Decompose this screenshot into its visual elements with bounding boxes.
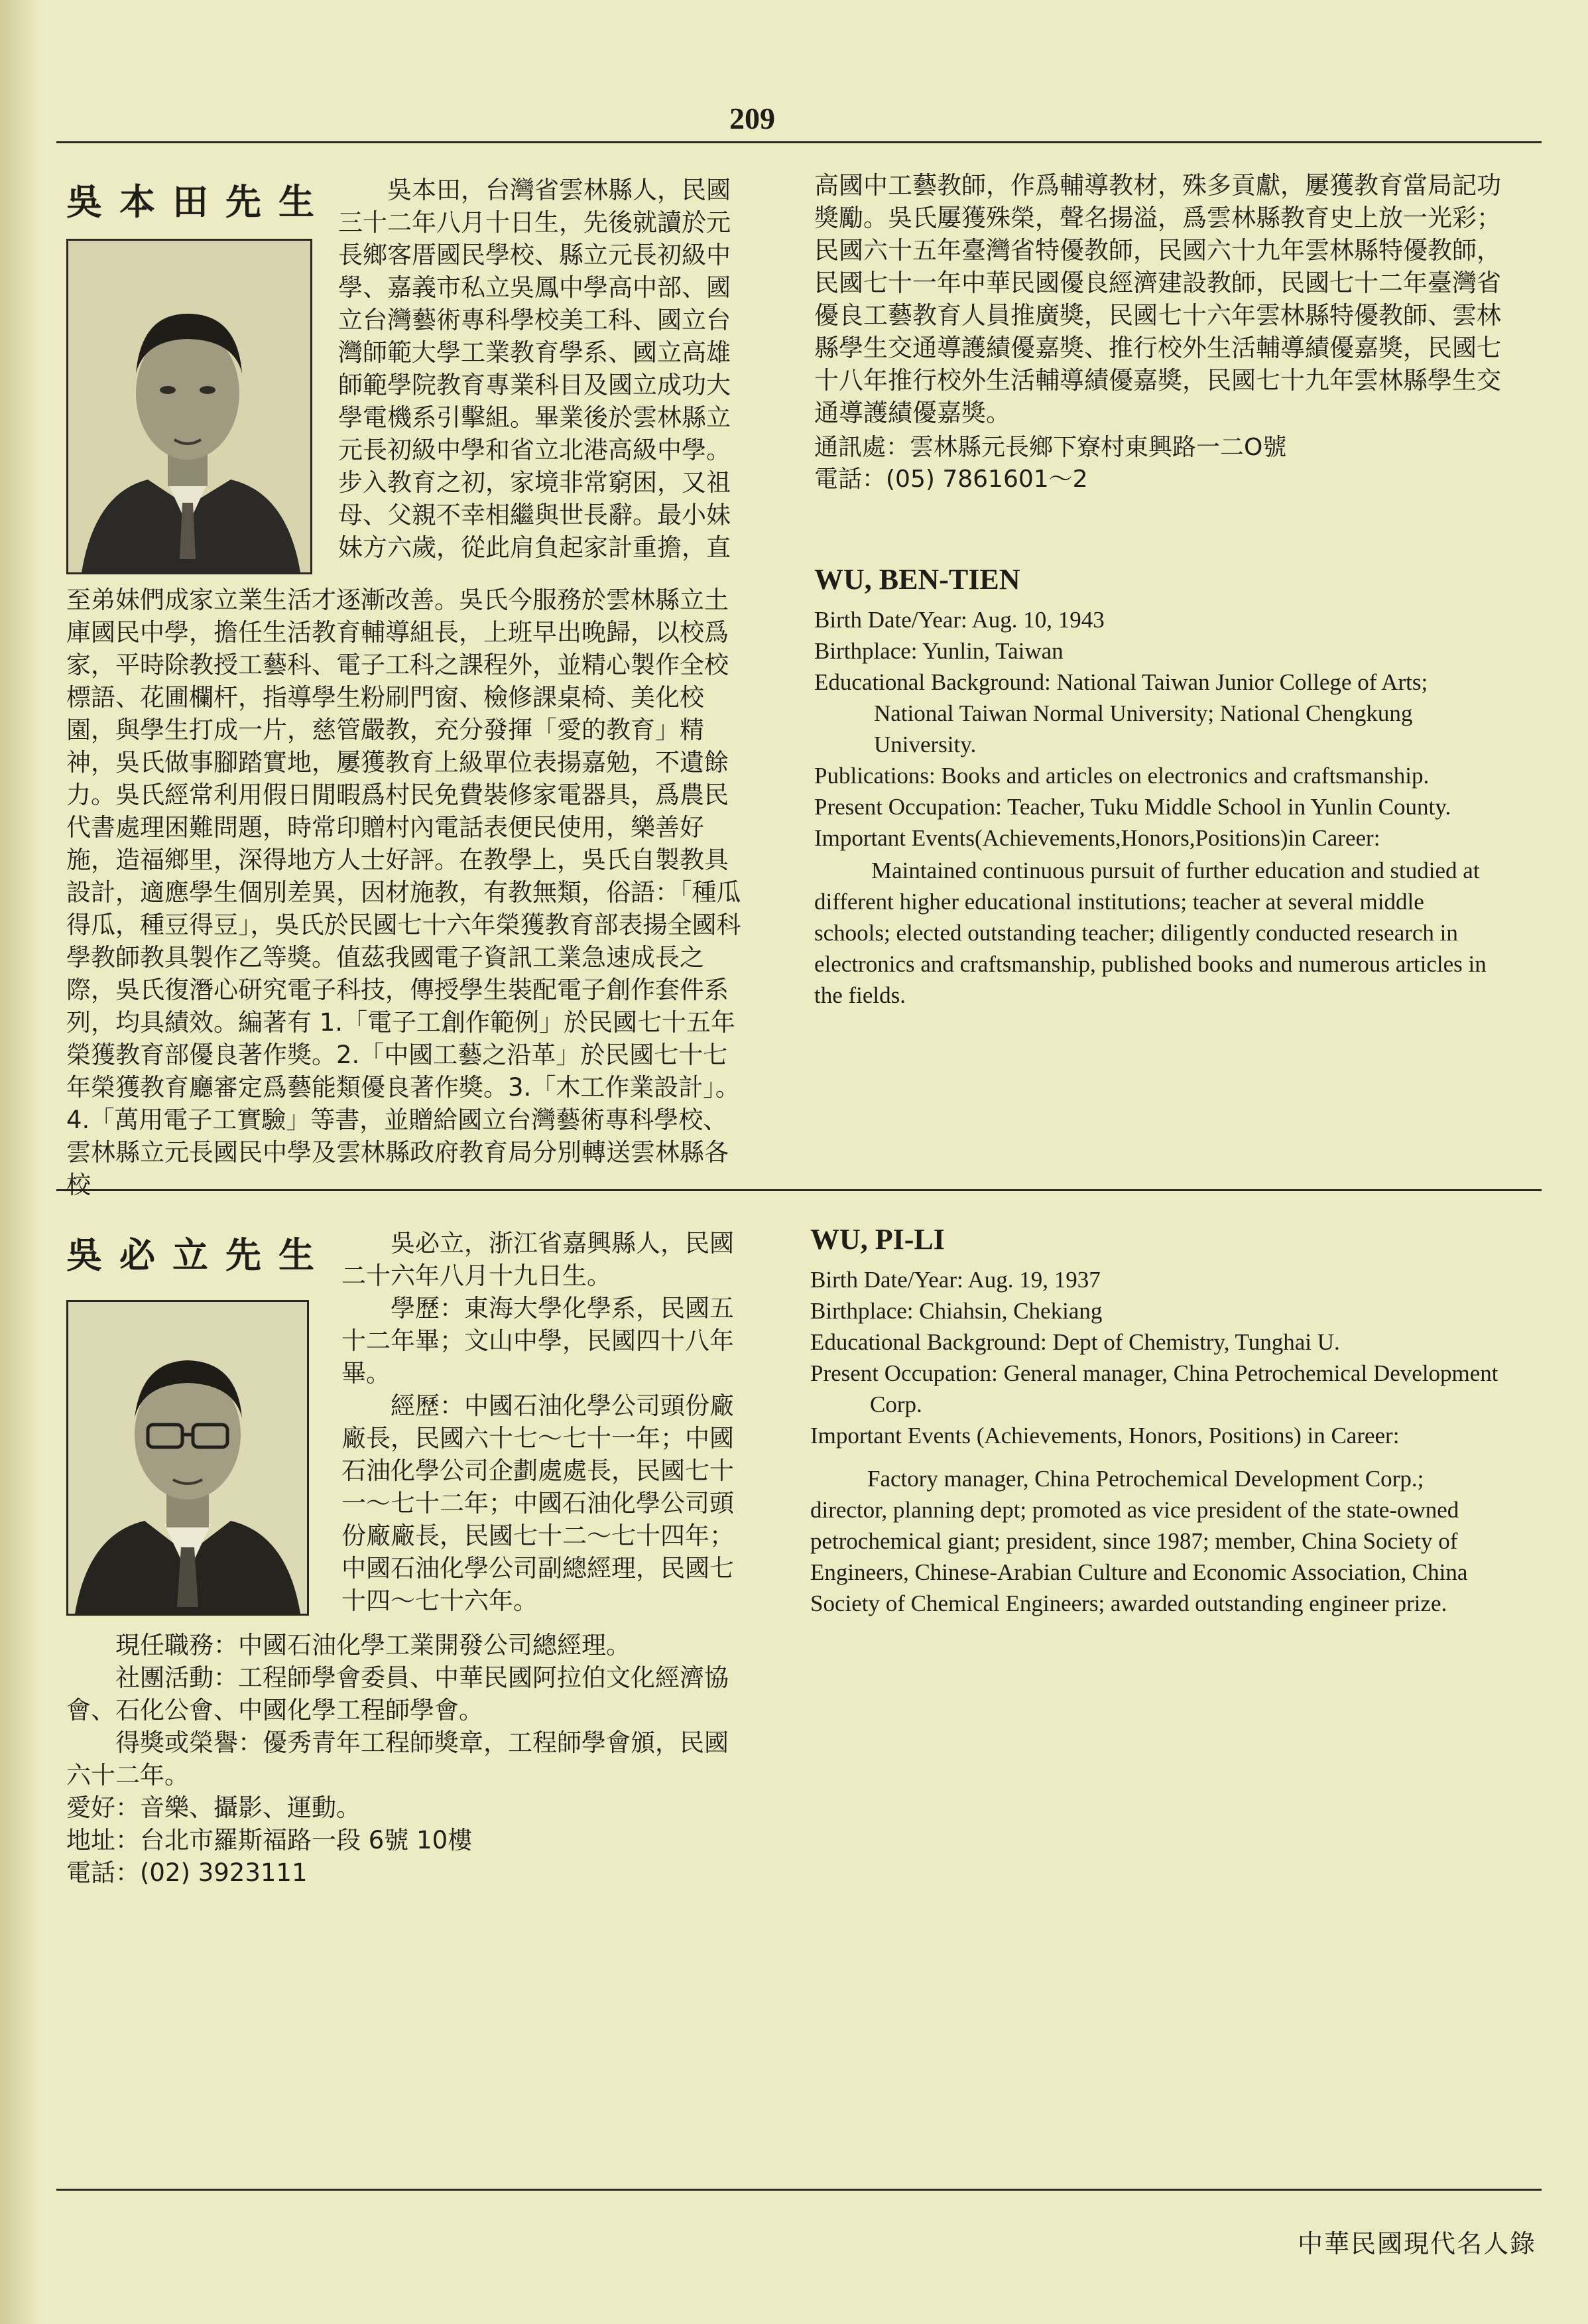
entry1-events-label: Important Events(Achievements,Honors,Positions)in Career: — [814, 825, 1380, 851]
page-number: 209 — [729, 101, 775, 135]
entry1-bio-paragraph-b: 至弟妹們成家立業生活才逐漸改善。吳氏今服務於雲林縣立土庫國民中學，擔任生活教育輔導組長，上班早出晚歸，以校爲家，平時除教授工藝科、電子工科之課程外，並精心製作全校標語、花圃欄杆，指導學生粉刷門窗、檢修課桌椅、美化校園，與學生打成一片，慈管嚴教，充分發揮「愛的教育」精神，吳氏做事腳踏實地，屢獲教育上級單位表揚嘉勉，不遺餘力。吳氏經常利用假日閒暇爲村民免費裝修家電器具，爲農民代書處理困難問題，時常印贈村內電話表便民使用，樂善好施，造福鄉里，深得地方人士好評。在教學上，吳氏自製教具設計，適應學生個別差異，因材施教，有教無類，俗語：「種瓜得瓜，種豆得豆」，吳氏於民國七十六年榮獲教育部表揚全國科學教師教具製作乙等獎。值茲我國電子資訊工業急速成長之際，吳氏復潛心研究電子科技，傳授學生裝配電子創作套件系列，均具績效。編著有 1.「電子工創作範例」於民國七十五年榮獲教育部優良著作獎。2.「中國工藝之沿革」於民國七十七年榮獲教育廳審定爲藝能類優良著作獎。3.「木工作業設計」。4.「萬用電子工實驗」等書，並贈給國立台灣藝術專科學校、雲林縣立元長國民中學及雲林縣政府教育局分別轉送雲林縣各校 — [66, 586, 741, 1199]
entry2-chinese-name: 吳必立先生 — [66, 1234, 332, 1276]
entry2-events-label: Important Events (Achievements, Honors, Positions) in Career: — [810, 1423, 1400, 1449]
entry2-honors: 得獎或榮譽：優秀青年工程師獎章，工程師學會頒，民國六十二年。 — [66, 1728, 729, 1789]
entry2-birth-date: Birth Date/Year: Aug. 19, 1937 — [810, 1267, 1101, 1293]
entry1-birthplace: Birthplace: Yunlin, Taiwan — [814, 638, 1064, 664]
entry1-chinese-bio-continued — [814, 169, 1504, 495]
entry2-birthplace: Birthplace: Chiahsin, Chekiang — [810, 1298, 1103, 1324]
entry2-portrait-photo — [66, 1300, 309, 1616]
entry1-portrait-photo — [66, 239, 312, 574]
entry1-bio-paragraph-a: 吳本田，台灣省雲林縣人，民國三十二年八月十日生，先後就讀於元長鄉客厝國民學校、縣立元長初級中學、嘉義市私立吳鳳中學高中部、國立台灣藝術專科學校美工科、國立台灣師範大學工業教育學系、國立高雄師範學院教育專業科目及國立成功大學電機系引擊組。畢業後於雲林縣立元長初級中學和省立北港高級中學。步入教育之初，家境非常窮困，又祖母、父親不幸相繼與世長辭。最小妹妹方六歲，從此肩負起家計重擔，直 — [338, 176, 731, 562]
entry2-occupation: Present Occupation: General manager, China Petrochemical Development Corp. — [810, 1360, 1498, 1417]
page-binding-edge — [0, 0, 40, 2324]
entry2-phone: 電話：(02) 3923111 — [66, 1858, 308, 1887]
book-title-footer: 中華民國現代名人錄 — [1297, 2229, 1536, 2258]
entry2-address: 地址：台北市羅斯福路一段 6號 10樓 — [66, 1826, 473, 1854]
entry1-birth-date: Birth Date/Year: Aug. 10, 1943 — [814, 607, 1105, 633]
entry2-events-text: Factory manager, China Petrochemical Development Corp.; director, planning dept; promoted as vice president of the state-owned petrochemical giant; president, since 1987; member, China Society of Engineers, Chinese-Arabian Culture and Economic Association, China Society of Chemical Engineers; awarded outstanding engineer prize. — [810, 1466, 1468, 1616]
entry1-events-text: Maintained continuous pursuit of further education and studied at different higher educational institutions; teacher at several middle schools; elected outstanding teacher; diligently conducted research in electronics and craftsmanship, published books and numerous articles in the fields. — [814, 858, 1487, 1008]
entry2-education: 學歷：東海大學化學系，民國五十二年畢；文山中學，民國四十八年畢。 — [341, 1294, 734, 1388]
entry2-english-section — [810, 1224, 1500, 1619]
entry2-portrait-drawing — [68, 1302, 307, 1614]
bottom-rule — [56, 2189, 1542, 2191]
top-rule — [56, 141, 1542, 143]
entry2-associations: 社團活動：工程師學會委員、中華民國阿拉伯文化經濟協會、石化公會、中國化學工程師學會。 — [66, 1663, 729, 1724]
entry1-address: 通訊處：雲林縣元長鄉下寮村東興路一二O號 — [814, 434, 1287, 461]
entry2-current-position: 現任職務：中國石油化學工業開發公司總經理。 — [115, 1631, 631, 1659]
entry1-chinese-bio-beside-photo — [338, 174, 749, 564]
entry1-occupation: Present Occupation: Teacher, Tuku Middle School in Yunlin County. — [814, 794, 1451, 820]
entry2-english-name: WU, PI-LI — [810, 1223, 945, 1256]
entry1-english-name: WU, BEN-TIEN — [814, 563, 1020, 596]
entry2-hobbies: 愛好：音樂、攝影、運動。 — [66, 1793, 361, 1822]
entry1-chinese-bio-full-width — [66, 584, 749, 1201]
entry1-education: Educational Background: National Taiwan Junior College of Arts; National Taiwan Normal University; National Chengkung University. — [814, 669, 1428, 757]
entry1-phone: 電話：(05) 7861601～2 — [814, 466, 1088, 493]
entry1-english-section — [814, 564, 1504, 1011]
entry2-bio-intro: 吳必立，浙江省嘉興縣人，民國二十六年八月十九日生。 — [341, 1229, 734, 1290]
entry1-portrait-drawing — [68, 241, 310, 572]
entry2-chinese-bio-beside-photo — [341, 1227, 749, 1617]
entry1-bio-paragraph-c: 高國中工藝教師，作爲輔導教材，殊多貢獻，屢獲教育當局記功獎勵。吳氏屢獲殊榮，聲名揚溢，爲雲林縣教育史上放一光彩；民國六十五年臺灣省特優教師，民國六十九年雲林縣特優教師，民國七十一年中華民國優良經濟建設教師，民國七十二年臺灣省優良工藝教育人員推廣獎，民國七十六年雲林縣特優教師、雲林縣學生交通導護績優嘉獎、推行校外生活輔導績優嘉獎，民國七十八年推行校外生活輔導績優嘉獎，民國七十九年雲林縣學生交通導護績優嘉獎。 — [814, 171, 1501, 427]
entry2-education: Educational Background: Dept of Chemistry, Tunghai U. — [810, 1329, 1340, 1355]
entry1-chinese-name: 吳本田先生 — [66, 180, 332, 223]
entry1-publications: Publications: Books and articles on electronics and craftsmanship. — [814, 763, 1430, 789]
entry2-experience: 經歷：中國石油化學公司頭份廠廠長，民國六十七～七十一年；中國石油化學公司企劃處處長，民國七十一～七十二年；中國石油化學公司頭份廠廠長，民國七十二～七十四年；中國石油化學公司副總經理，民國七十四～七十六年。 — [341, 1391, 734, 1615]
entry2-chinese-details — [66, 1629, 749, 1889]
